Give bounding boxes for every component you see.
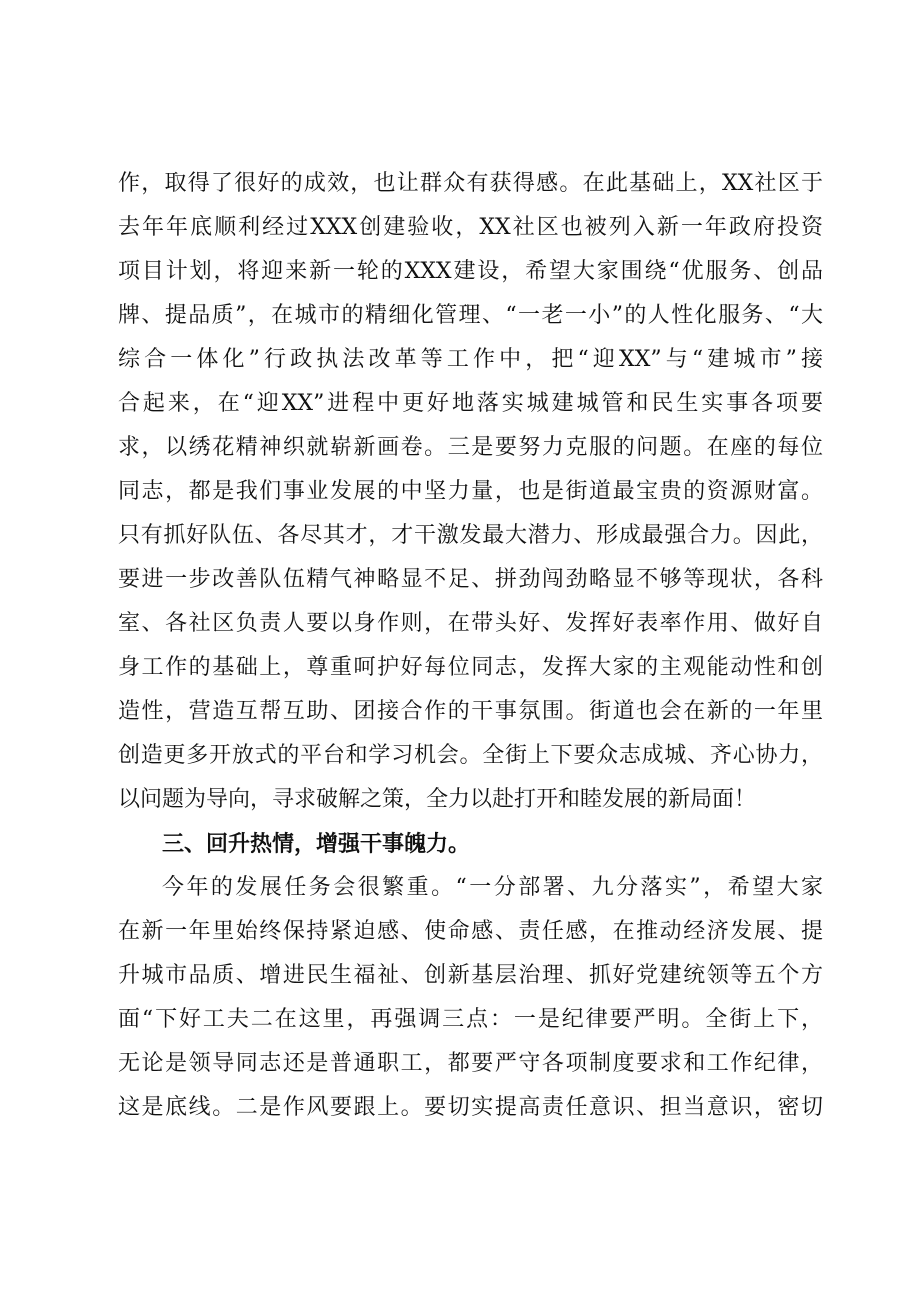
paragraph-line: 只有抓好队伍、各尽其才，才干激发最大潜力、形成最强合力。因此， <box>118 523 823 548</box>
paragraph-line: 室、各社区负责人要以身作则，在带头好、发挥好表率作用、做好自 <box>118 611 823 636</box>
paragraph-line: 合起来，在“迎XX”进程中更好地落实城建城管和民生实事各项要 <box>118 391 823 416</box>
paragraph-line: 这是底线。二是作风要跟上。要切实提高责任意识、担当意识，密切 <box>118 1095 823 1120</box>
paragraph-line: 作，取得了很好的成效，也让群众有获得感。在此基础上，XX社区于 <box>118 171 823 196</box>
section-heading: 三、回升热情，增强干事魄力。 <box>162 831 471 857</box>
paragraph-line: 身工作的基础上，尊重呵护好每位同志，发挥大家的主观能动性和创 <box>118 655 823 680</box>
paragraph-line: 在新一年里始终保持紧迫感、使命感、责任感，在推动经济发展、提 <box>118 919 823 944</box>
paragraph-line: 项目计划，将迎来新一轮的XXX建设，希望大家围绕“优服务、创品 <box>118 259 823 284</box>
paragraph-line: 面“下好工夫二在这里，再强调三点：一是纪律要严明。全街上下， <box>118 1007 823 1032</box>
paragraph-line: 升城市品质、增进民生福祉、创新基层治理、抓好党建统领等五个方 <box>118 963 823 988</box>
paragraph-line: 牌、提品质”，在城市的精细化管理、“一老一小”的人性化服务、“大 <box>118 303 823 328</box>
paragraph-line: 同志，都是我们事业发展的中坚力量，也是街道最宝贵的资源财富。 <box>118 479 823 504</box>
paragraph-line: 创造更多开放式的平台和学习机会。全街上下要众志成城、齐心协力， <box>118 743 823 768</box>
paragraph-line: 综合一体化”行政执法改革等工作中，把“迎XX”与“建城市”接 <box>118 347 823 372</box>
paragraph-line: 去年年底顺利经过XXX创建验收，XX社区也被列入新一年政府投资 <box>118 215 823 240</box>
paragraph-line: 造性，营造互帮互助、团接合作的干事氛围。街道也会在新的一年里 <box>118 699 823 724</box>
paragraph-line-last: 以问题为导向，寻求破解之策，全力以赴打开和睦发展的新局面！ <box>118 787 757 812</box>
paragraph-line: 要进一步改善队伍精气神略显不足、拼劲闯劲略显不够等现状，各科 <box>118 567 823 592</box>
paragraph-line: 求，以绣花精神织就崭新画卷。三是要努力克服的问题。在座的每位 <box>118 435 823 460</box>
paragraph-first-line: 今年的发展任务会很繁重。“一分部署、九分落实”，希望大家 <box>162 875 823 900</box>
paragraph-line: 无论是领导同志还是普通职工，都要严守各项制度要求和工作纪律， <box>118 1051 823 1076</box>
